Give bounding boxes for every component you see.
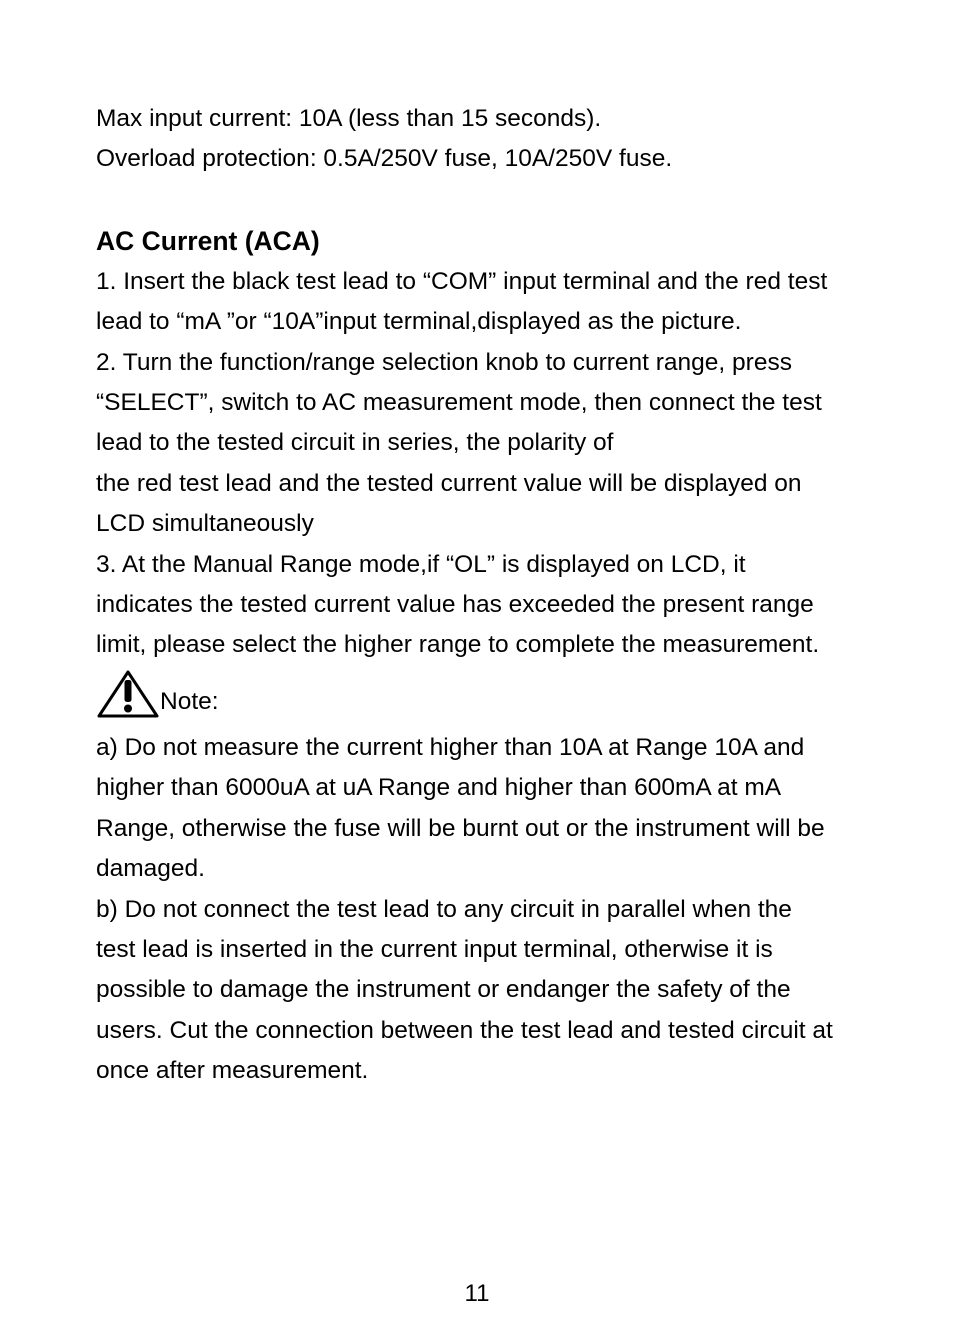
section-line: the red test lead and the tested current value will be displayed on bbox=[96, 469, 802, 497]
note-line: Range, otherwise the fuse will be burnt out or the instrument will be bbox=[96, 814, 825, 842]
section-line: limit, please select the higher range to complete the measurement. bbox=[96, 631, 820, 659]
section-line: “SELECT”, switch to AC measurement mode, then connect the test bbox=[96, 389, 822, 417]
intro-line: Max input current: 10A (less than 15 seconds). bbox=[96, 105, 602, 132]
note-line: possible to damage the instrument or endanger the safety of the bbox=[96, 976, 791, 1004]
section-line: LCD simultaneously bbox=[96, 510, 314, 538]
section-line: lead to “mA ”or “10A”input terminal,displayed as the picture. bbox=[96, 308, 742, 336]
section-line: lead to the tested circuit in series, the polarity of bbox=[96, 429, 614, 457]
section-line: 2. Turn the function/range selection knob to current range, press bbox=[96, 348, 792, 376]
note-line: test lead is inserted in the current input terminal, otherwise it is bbox=[96, 935, 773, 963]
note-line: a) Do not measure the current higher than 10A at Range 10A and bbox=[96, 733, 805, 761]
note-label: Note: bbox=[160, 687, 219, 715]
note-line: damaged. bbox=[96, 855, 205, 883]
note-line: higher than 6000uA at uA Range and higher than 600mA at mA bbox=[96, 774, 782, 802]
section-spacer bbox=[96, 180, 916, 220]
section-line: 1. Insert the black test lead to “COM” input terminal and the red test bbox=[96, 267, 828, 295]
manual-page-content bbox=[96, 99, 916, 1092]
intro-line: Overload protection: 0.5A/250V fuse, 10A/250V fuse. bbox=[96, 145, 673, 173]
note-line: users. Cut the connection between the test lead and tested circuit at bbox=[96, 1016, 833, 1044]
note-header bbox=[96, 666, 916, 728]
note-line: b) Do not connect the test lead to any circuit in parallel when the bbox=[96, 895, 792, 923]
page-number: 11 bbox=[464, 1280, 490, 1307]
section-title: AC Current (ACA) bbox=[96, 225, 320, 256]
warning-triangle-icon bbox=[96, 668, 160, 720]
section-line: 3. At the Manual Range mode,if “OL” is displayed on LCD, it bbox=[96, 550, 746, 578]
note-line: once after measurement. bbox=[96, 1057, 369, 1085]
section-line: indicates the tested current value has exceeded the present range bbox=[96, 591, 814, 619]
